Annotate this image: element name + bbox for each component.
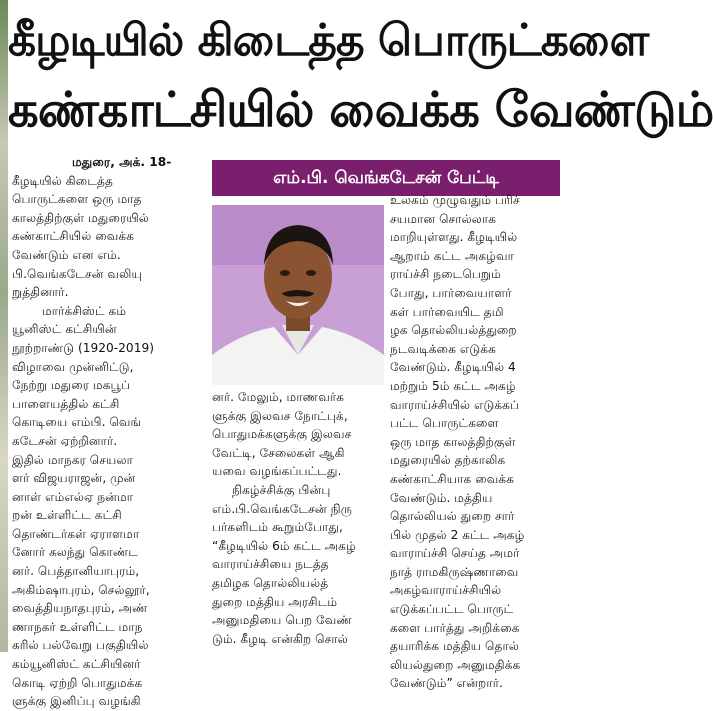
- text-line: கொடி ஏற்றி பொதுமக்க: [12, 675, 143, 690]
- text-line: சயமான சொல்லாக: [390, 211, 497, 226]
- text-line: வேண்டும்” என்றார்.: [390, 676, 503, 691]
- article-column-left: [12, 153, 214, 711]
- text-line: வாராய்ச்சியில் எடுக்கப்: [390, 397, 519, 412]
- text-line: னாள் எம்எல்ஏ நன்மா: [12, 489, 134, 504]
- text-line: போது, பார்வையாளர்: [390, 285, 512, 300]
- text-line: அகழ்வாராய்ச்சியில்: [390, 583, 502, 598]
- text-line: ளர் விஜயராஜன், முன்: [12, 471, 136, 486]
- text-line: கண்காட்சியாக வைக்க: [390, 471, 514, 486]
- text-line: வைத்தியநாதபுரம், அண்: [12, 601, 148, 616]
- text-line: தொல்லியல் துறை சார்: [390, 509, 515, 524]
- text-line: கள் பார்வையிட தமி: [390, 304, 504, 319]
- dateline: மதுரை, அக். 18-: [72, 155, 172, 169]
- text-line: ளுக்கு இலவச நோட்புக்,: [212, 408, 348, 423]
- text-line: எடுக்கப்பட்ட பொருட்: [390, 602, 514, 617]
- text-line: யவை வழங்கப்பட்டது.: [212, 464, 342, 479]
- text-line: பொருட்களை ஒரு மாத: [12, 192, 142, 207]
- interview-title: எம்.பி. வெங்கடேசன் பேட்டி: [273, 168, 499, 188]
- text-line: காலத்திற்குள் மதுரையில்: [12, 210, 149, 225]
- text-line: தயாரிக்க மத்திய தொல்: [390, 639, 519, 654]
- text-line: நிகழ்ச்சிக்கு பின்பு: [232, 482, 331, 497]
- text-line: தொண்டர்கள் ஏராளமா: [12, 526, 140, 541]
- text-line: வேண்டும் என எம்.: [12, 247, 121, 262]
- text-line: வேட்டி, சேலைகள் ஆகி: [212, 445, 345, 460]
- text-line: கொடியை எம்பி. வெங்: [12, 415, 142, 430]
- text-line: துறை மத்திய அரசிடம்: [212, 594, 338, 609]
- text-line: ளுக்கு இனிப்பு வழங்கி: [12, 694, 141, 709]
- text-line: தமிழக தொல்லியல்த்: [212, 575, 329, 590]
- text-line: அகிம்ஷாபுரம், செல்லூர்,: [12, 582, 150, 597]
- text-line: வாராய்ச்சியை நடத்த: [212, 557, 329, 572]
- text-line: ஒரு மாத காலத்திற்குள்: [390, 434, 516, 449]
- text-line: களை பார்த்து அறிக்கை: [390, 620, 520, 635]
- text-line: அனுமதியை பெற வேண்: [212, 613, 352, 628]
- text-line: பாளையத்தில் கட்சி: [12, 396, 120, 411]
- article-column-right: [390, 191, 565, 693]
- text-line: எம்.பி.வெங்கடேசன் நிரு: [212, 501, 352, 516]
- text-line: னர். பெத்தானியாபுரம்,: [12, 564, 140, 579]
- text-line: விழாவை முன்னிட்டு,: [12, 359, 134, 374]
- text-line: பில் முதல் 2 கட்ட அகழ்: [390, 527, 525, 542]
- text-line: கடேசன் ஏற்றினார்.: [12, 433, 118, 448]
- text-line: ஆறாம் கட்ட அகழ்வா: [390, 248, 515, 263]
- text-line: ணாநகர் உள்ளிட்ட மாந: [12, 619, 143, 634]
- headline: [8, 2, 713, 150]
- text-line: டும். கீழடி என்கிற சொல்: [212, 631, 348, 646]
- text-line: னர். மேலும், மாணவர்க: [212, 390, 345, 404]
- portrait-illustration: [212, 205, 384, 385]
- text-line: பட்ட பொருட்களை: [390, 416, 499, 431]
- left-photo-strip: [0, 0, 8, 652]
- text-line: றன் உள்ளிட்ட கட்சி: [12, 508, 122, 523]
- text-line: மாறியுள்ளது. கீழடியில்: [390, 230, 518, 245]
- article-column-middle: [212, 388, 388, 648]
- text-line: கீழடியில் கிடைத்த: [12, 173, 113, 188]
- text-line: னோர் கலந்து கொண்ட: [12, 545, 139, 560]
- text-line: கரில் பல்வேறு பகுதியில்: [12, 638, 149, 653]
- text-line: பொதுமக்களுக்கு இலவச: [212, 427, 352, 442]
- text-line: கம்யூனிஸ்ட் கட்சியினர்: [12, 657, 141, 672]
- text-line: றுத்தினார்.: [12, 285, 69, 300]
- text-line: உலகம் முழுவதும் பரிச்: [390, 193, 520, 207]
- text-line: வாராய்ச்சி செய்த அமர்: [390, 546, 520, 561]
- text-line: லியல்துறை அனுமதிக்க: [390, 657, 521, 672]
- text-line: வேண்டும். கீழடியில் 4: [390, 360, 516, 375]
- text-line: நேற்று மதுரை மகபூப்: [12, 378, 130, 393]
- text-line: யூனிஸ்ட் கட்சியின்: [12, 322, 117, 337]
- text-line: நூற்றாண்டு (1920-2019): [12, 340, 154, 355]
- text-line: மற்றும் 5ம் கட்ட அகழ்: [390, 378, 516, 393]
- text-line: நாத் ராமகிருஷ்ணாவை: [390, 564, 519, 579]
- text-line: மார்க்சிஸ்ட் கம்: [42, 303, 127, 318]
- text-line: நடவடிக்கை எடுக்க: [390, 341, 496, 356]
- text-line: கண்காட்சியில் வைக்க: [12, 229, 134, 244]
- text-line: இதில் மாநகர செயலா: [12, 452, 133, 467]
- text-line: ழக தொல்லியல்த்துறை: [390, 323, 517, 338]
- text-line: “கீழடியில் 6ம் கட்ட அகழ்: [212, 538, 356, 553]
- headline-line-2: கண்காட்சியில் வைக்க வேண்டும்: [8, 82, 713, 138]
- text-line: பர்களிடம் கூறும்போது,: [212, 520, 343, 535]
- text-line: ராய்ச்சி நடைபெறும்: [390, 267, 501, 282]
- text-line: பி.வெங்கடேசன் வலியு: [12, 266, 142, 281]
- text-line: வேண்டும். மத்திய: [390, 490, 493, 505]
- text-line: மதுரையில் தற்காலிக: [390, 453, 506, 468]
- headline-line-1: கீழடியில் கிடைத்த பொருட்களை: [8, 15, 649, 66]
- portrait-photo: [212, 205, 384, 385]
